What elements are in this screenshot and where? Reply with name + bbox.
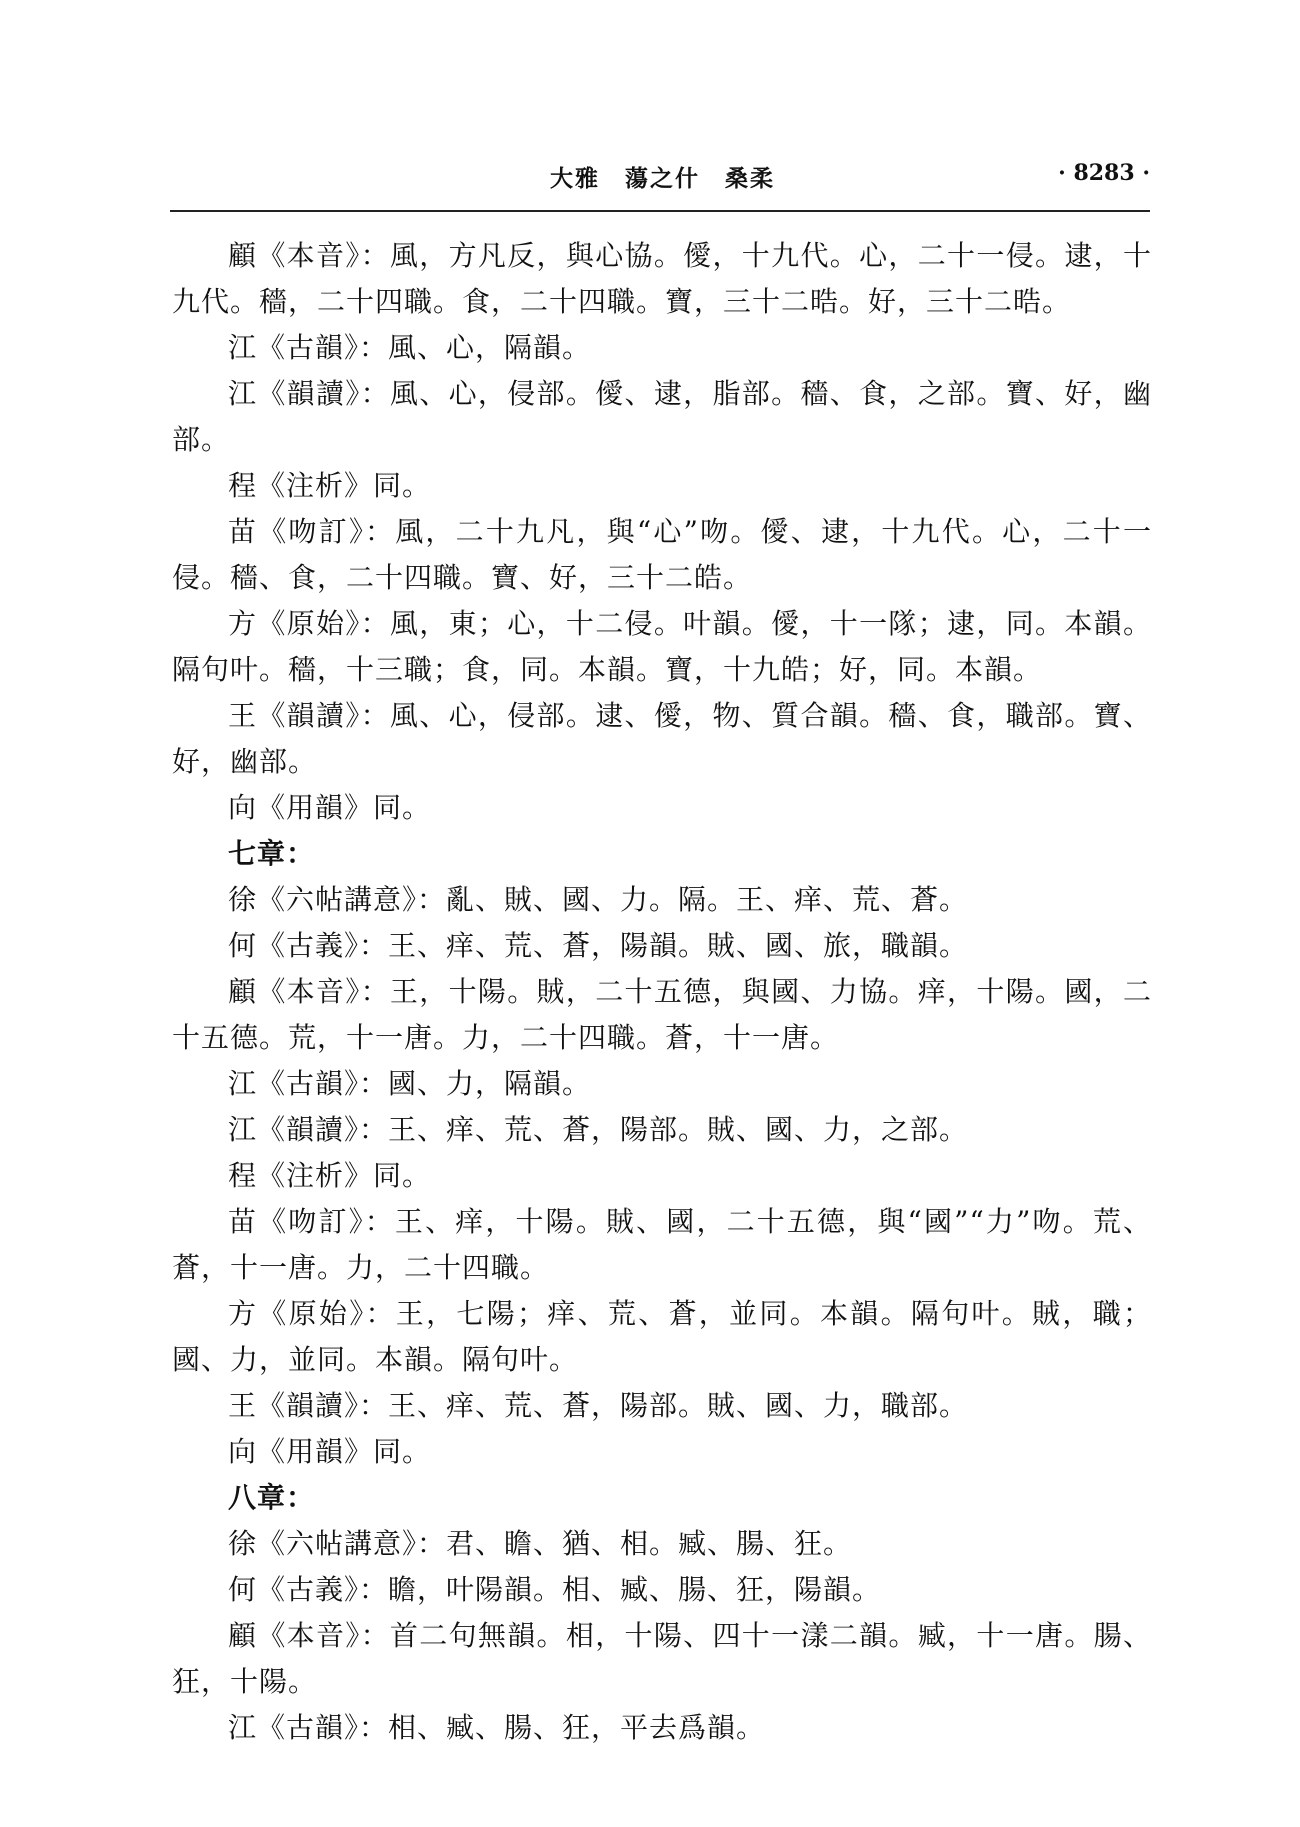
paragraph: 顧《本音》：首二句無韻。相，十陽、四十一漾二韻。臧，十一唐。腸、狂，十陽。 [172,1619,1152,1698]
paragraph: 徐《六帖講意》：亂、賊、國、力。隔。王、痒、荒、蒼。 [228,883,969,916]
paragraph: 顧《本音》：風，方凡反，與心協。僾，十九代。心，二十一侵。逮，十九代。穡，二十四職。食，二十四職。寶，三十二晧。好，三十二晧。 [172,239,1152,318]
paragraph: 江《古韻》：國、力，隔韻。 [228,1067,592,1100]
paragraph: 方《原始》：王，七陽；痒、荒、蒼，並同。本韻。隔句叶。賊，職；國、力，並同。本韻。隔句叶。 [172,1297,1152,1376]
paragraph: 徐《六帖講意》：君、瞻、猶、相。臧、腸、狂。 [228,1527,853,1560]
paragraph: 苗《吻訂》：王、痒，十陽。賊、國，二十五德，與“國”“力”吻。荒、蒼，十一唐。力，二十四職。 [172,1205,1152,1284]
paragraph: 何《古義》：瞻，叶陽韻。相、臧、腸、狂，陽韻。 [228,1573,882,1606]
paragraph: 何《古義》：王、痒、荒、蒼，陽韻。賊、國、旅，職韻。 [228,929,969,962]
paragraph: 向《用韻》同。 [228,1435,432,1468]
section-heading: 八章： [228,1481,316,1514]
paragraph: 江《韻讀》：王、痒、荒、蒼，陽部。賊、國、力，之部。 [228,1113,969,1146]
paragraph: 方《原始》：風，東；心，十二侵。叶韻。僾，十一隊；逮，同。本韻。隔句叶。穡，十三職；食，同。本韻。寶，十九皓；好，同。本韻。 [172,607,1152,686]
paragraph: 江《古韻》：風、心，隔韻。 [228,331,592,364]
paragraph: 顧《本音》：王，十陽。賊，二十五德，與國、力協。痒，十陽。國，二十五德。荒，十一唐。力，二十四職。蒼，十一唐。 [172,975,1152,1054]
paragraph: 王《韻讀》：王、痒、荒、蒼，陽部。賊、國、力，職部。 [228,1389,969,1422]
section-heading: 七章： [228,837,316,870]
paragraph: 苗《吻訂》：風，二十九凡，與“心”吻。僾、逮，十九代。心，二十一侵。穡、食，二十四職。寶、好，三十二皓。 [172,515,1152,594]
paragraph: 江《韻讀》：風、心，侵部。僾、逮，脂部。穡、食，之部。寶、好，幽部。 [172,377,1152,456]
running-header [170,160,1150,196]
paragraph: 程《注析》同。 [228,469,432,502]
page-number: · 8283 · [1058,160,1150,186]
paragraph: 向《用韻》同。 [228,791,432,824]
body-text [172,233,1152,1751]
running-title: 大雅 蕩之什 桑柔 [550,165,775,192]
header-rule [170,210,1150,212]
paragraph: 程《注析》同。 [228,1159,432,1192]
paragraph: 王《韻讀》：風、心，侵部。逮、僾，物、質合韻。穡、食，職部。寶、好，幽部。 [172,699,1152,778]
paragraph: 江《古韻》：相、臧、腸、狂，平去爲韻。 [228,1711,766,1744]
